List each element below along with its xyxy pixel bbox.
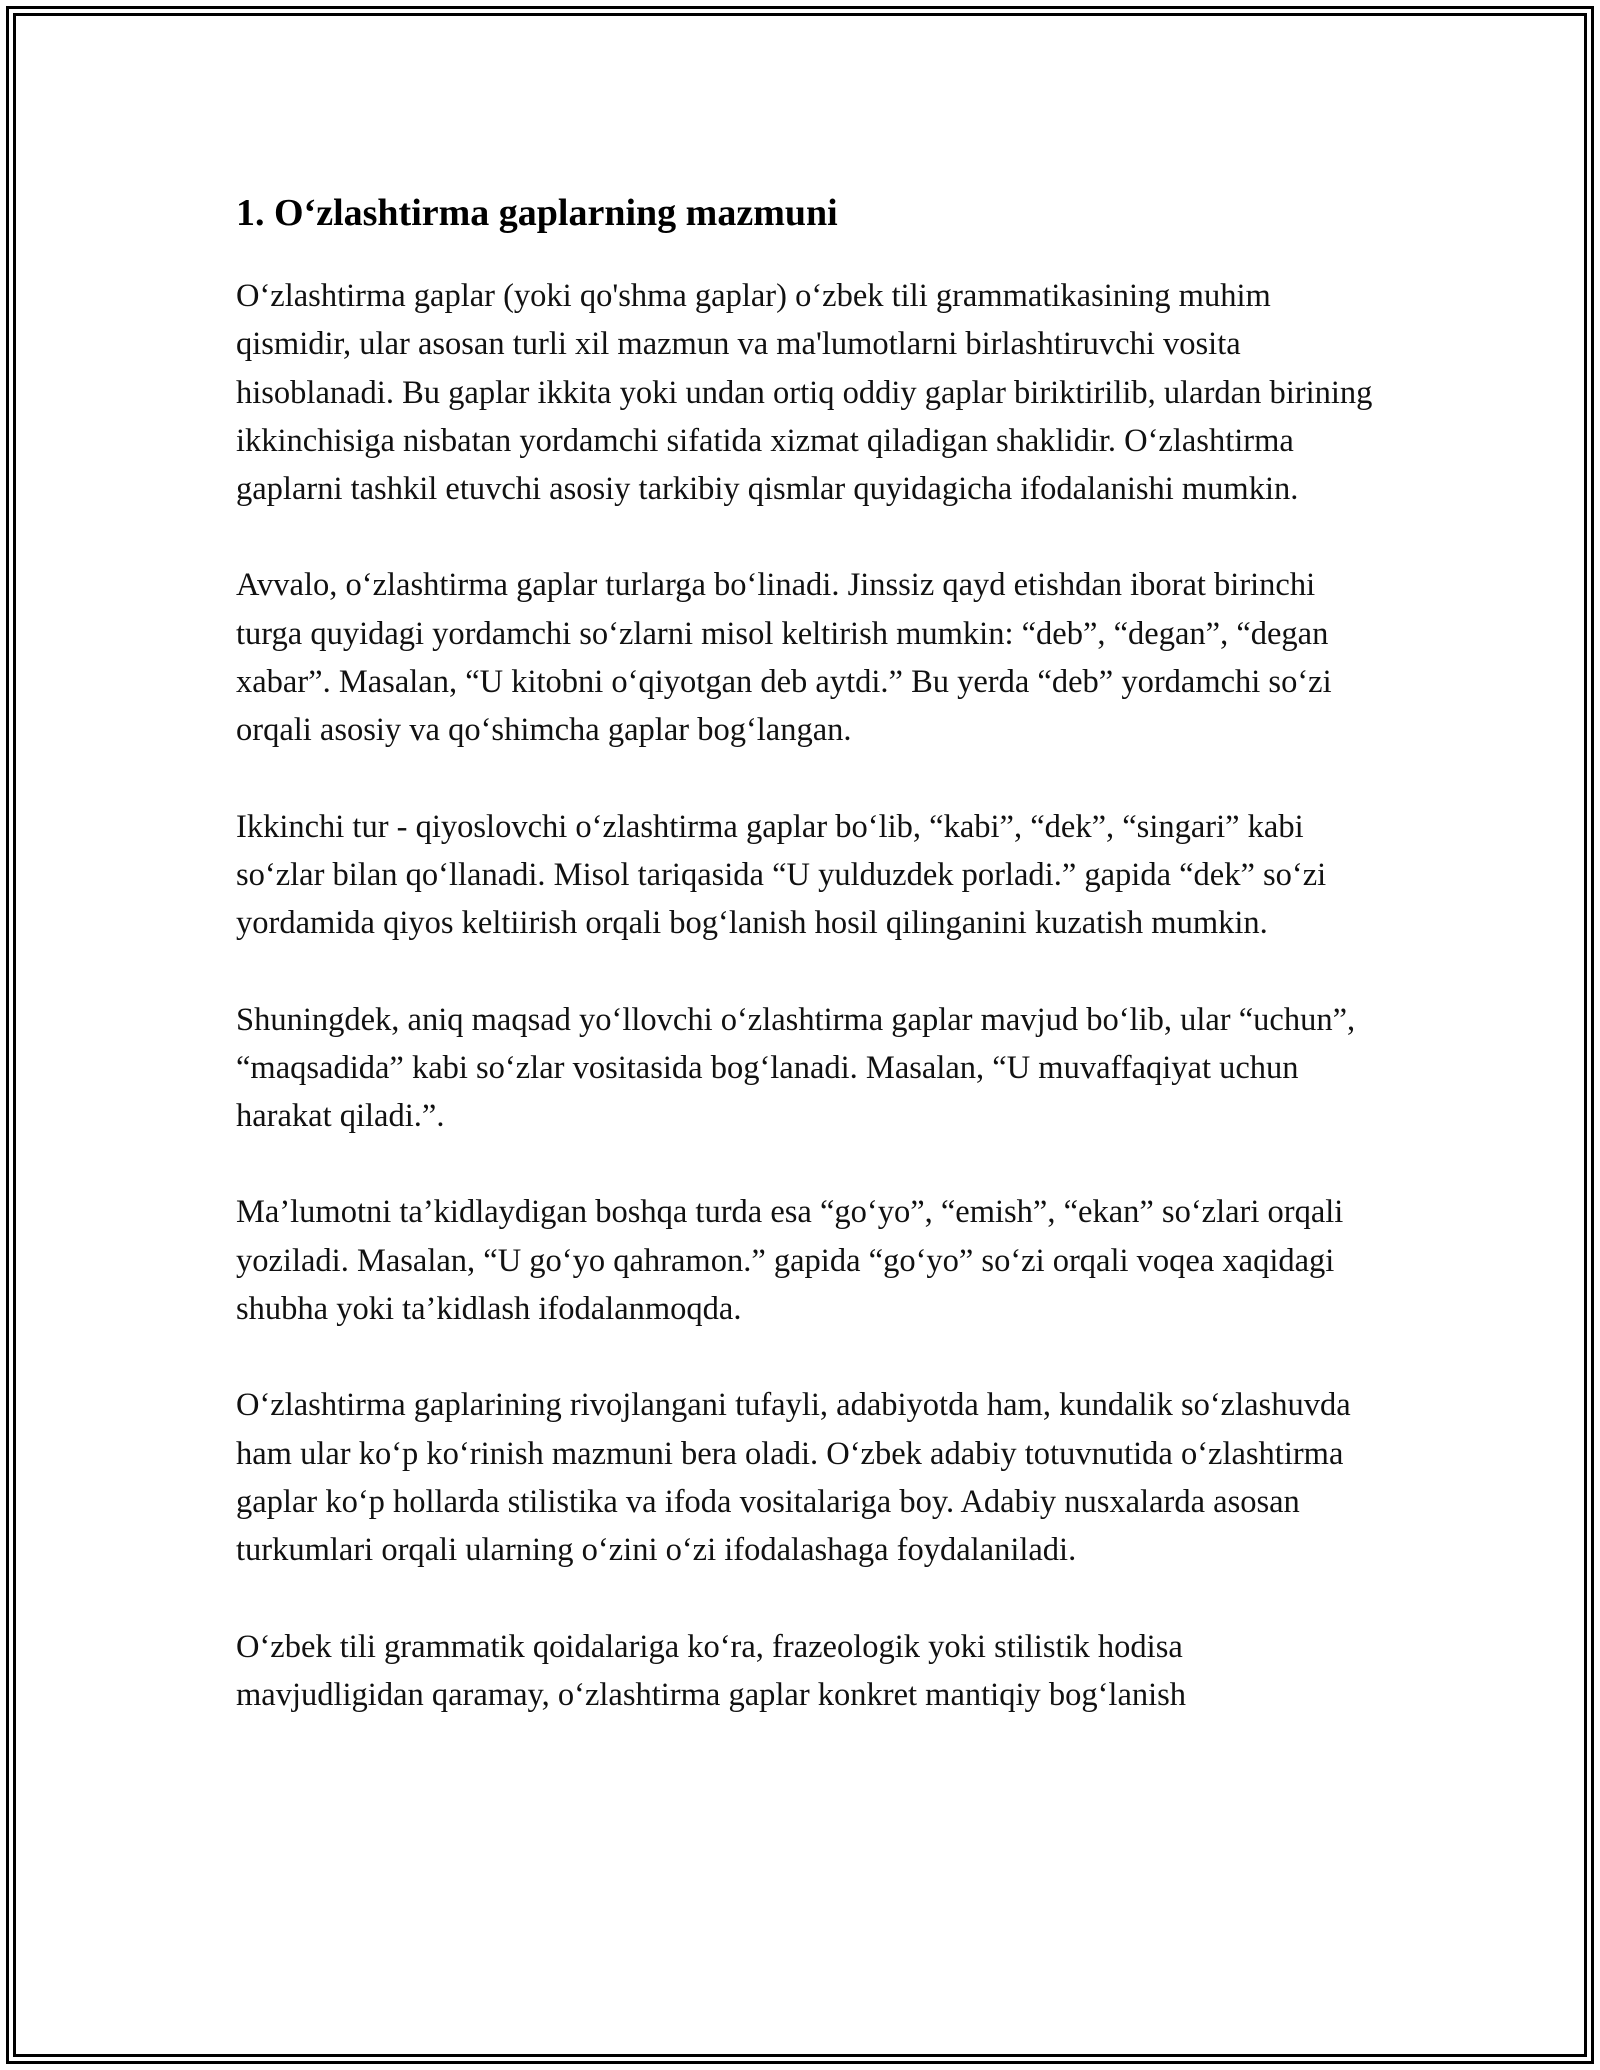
paragraph-intro: O‘zlashtirma gaplar (yoki qo'shma gaplar) o‘zbek tili grammatikasining muhim qismidir, ular asosan turli xil mazmun va ma'lumotlarni birlashtiruvchi vosita hisoblanadi. Bu gaplar ikkita yoki undan ortiq oddiy gaplar biriktirilib, ulardan birining ikkinchisiga nisbatan yordamchi sifatida xizmat qiladigan shaklidir. O‘zlashtirma gaplarni tashkil etuvchi asosiy tarkibiy qismlar quyidagicha ifodalanishi mumkin. (236, 278, 1373, 508)
document-body (236, 184, 1376, 1767)
paragraph-first-type: Avvalo, o‘zlashtirma gaplar turlarga bo‘linadi. Jinssiz qayd etishdan iborat birinchi turga quyidagi yordamchi so‘zlarni misol keltirish mumkin: “deb”, “degan”, “degan xabar”. Masalan, “U kitobni o‘qiyotgan deb aytdi.” Bu yerda “deb” yordamchi so‘zi orqali asosiy va qo‘shimcha gaplar bog‘langan. (236, 567, 1332, 749)
paragraph-comparative-type: Ikkinchi tur - qiyoslovchi o‘zlashtirma gaplar bo‘lib, “kabi”, “dek”, “singari” kabi so‘zlar bilan qo‘llanadi. Misol tariqasida “U yulduzdek porladi.” gapida “dek” so‘zi yordamida qiyos keltiirish orqali bog‘lanish hosil qilinganini kuzatish mumkin. (236, 808, 1327, 942)
section-heading: 1. O‘zlashtirma gaplarning mazmuni (236, 192, 838, 234)
paragraph-literature-usage: O‘zlashtirma gaplarining rivojlangani tufayli, adabiyotda ham, kundalik so‘zlashuvda ham ular ko‘p ko‘rinish mazmuni bera oladi. O‘zbek adabiy totuvnutida o‘zlashtirma gaplar ko‘p hollarda stilistika va ifoda vositalariga boy. Adabiy nusxalarda asosan turkumlari orqali ularning o‘zini o‘zi ifodalashaga foydalaniladi. (236, 1387, 1351, 1569)
paragraph-grammar-rules: O‘zbek tili grammatik qoidalariga ko‘ra, frazeologik yoki stilistik hodisa mavjudligidan qaramay, o‘zlashtirma gaplar konkret mantiqiy bog‘lanish (236, 1628, 1187, 1713)
paragraph-emphasis-type: Ma’lumotni ta’kidlaydigan boshqa turda esa “go‘yo”, “emish”, “ekan” so‘zlari orqali yoziladi. Masalan, “U go‘yo qahramon.” gapida “go‘yo” so‘zi orqali voqea xaqidagi shubha yoki ta’kidlash ifodalanmoqda. (236, 1194, 1344, 1328)
paragraph-purpose-type: Shuningdek, aniq maqsad yo‘llovchi o‘zlashtirma gaplar mavjud bo‘lib, ular “uchun”, “maqsadida” kabi so‘zlar vositasida bog‘lanadi. Masalan, “U muvaffaqiyat uchun harakat qiladi.”. (236, 1001, 1356, 1135)
